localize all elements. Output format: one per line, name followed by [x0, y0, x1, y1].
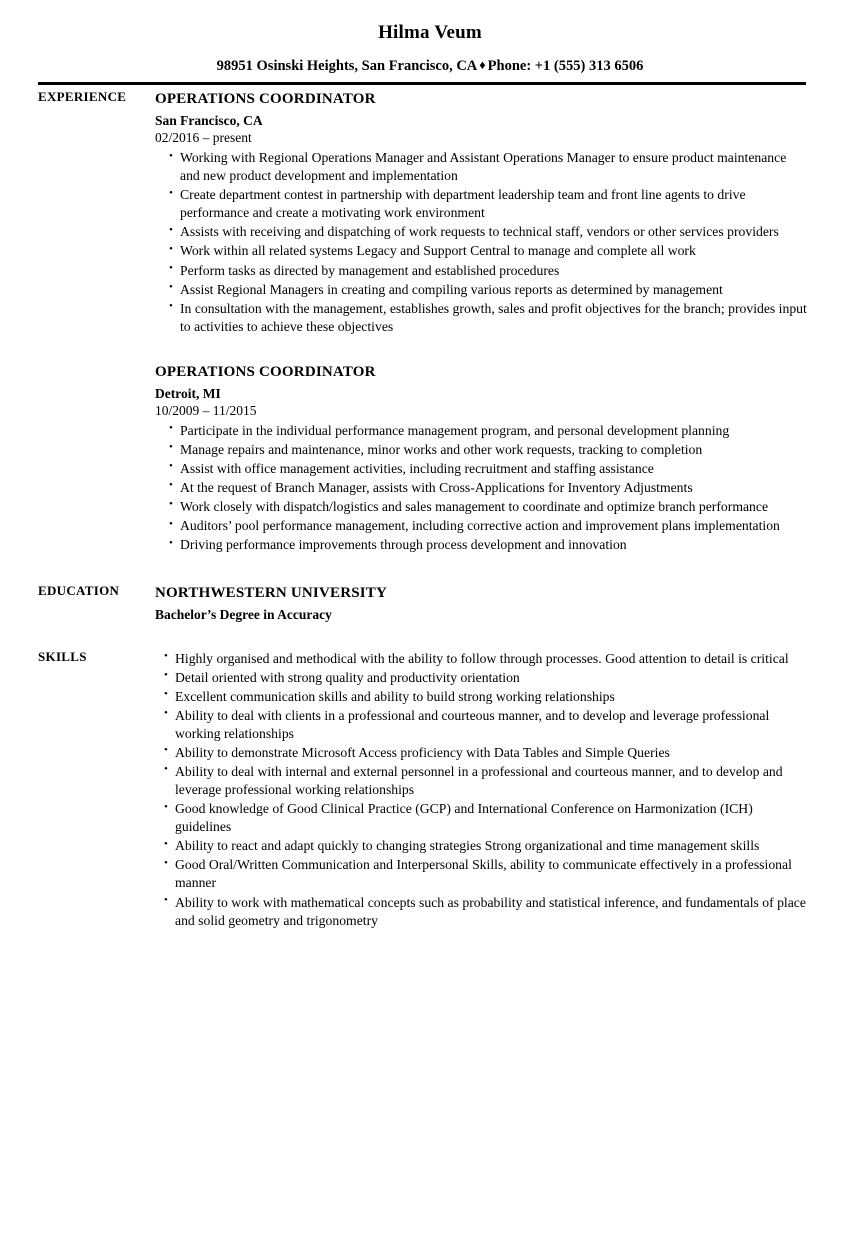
- bullet-item: • Assists with receiving and dispatching of work requests to technical staff, vendors or other services providers: [155, 223, 807, 241]
- contact-address: 98951 Osinski Heights, San Francisco, CA: [216, 57, 478, 74]
- education-body: [155, 584, 807, 623]
- skills-bullet-list: [155, 650, 807, 930]
- job-entry: [155, 363, 807, 554]
- bullet-item: • Good Oral/Written Communication and Interpersonal Skills, ability to communicate effectively in a professional manner: [155, 856, 807, 892]
- bullet-item: • In consultation with the management, establishes growth, sales and profit objectives for the branch; provides input to activities to achieve these objectives: [155, 300, 807, 336]
- job-bullet-list: [155, 422, 807, 555]
- job-bullet-list: [155, 149, 807, 336]
- section-label-education: EDUCATION: [38, 583, 120, 599]
- bullet-item: • Ability to deal with internal and external personnel in a professional and courteous manner, and to develop and leverage professional working relationships: [155, 763, 807, 799]
- bullet-item: • Detail oriented with strong quality and productivity orientation: [155, 669, 807, 687]
- bullet-item: • Work closely with dispatch/logistics and sales management to coordinate and optimize branch performance: [155, 498, 807, 516]
- header-divider: [38, 82, 806, 85]
- job-dates: 10/2009 – 11/2015: [155, 403, 257, 419]
- experience-body: [155, 90, 807, 554]
- candidate-name: Hilma Veum: [378, 22, 482, 43]
- bullet-item: • Working with Regional Operations Manager and Assistant Operations Manager to ensure product maintenance and new product development and implementation: [155, 149, 807, 185]
- bullet-item: • Good knowledge of Good Clinical Practice (GCP) and International Conference on Harmonization (ICH) guidelines: [155, 800, 807, 836]
- bullet-item: • Assist Regional Managers in creating and compiling various reports as determined by management: [155, 281, 807, 299]
- bullet-item: • At the request of Branch Manager, assists with Cross-Applications for Inventory Adjustments: [155, 479, 807, 497]
- contact-line: [0, 58, 860, 75]
- education-degree: Bachelor’s Degree in Accuracy: [155, 606, 332, 622]
- bullet-item: • Excellent communication skills and ability to build strong working relationships: [155, 688, 807, 706]
- section-label-experience: EXPERIENCE: [38, 89, 127, 105]
- bullet-item: • Highly organised and methodical with the ability to follow through processes. Good attention to detail is critical: [155, 650, 807, 668]
- skills-section: [0, 650, 860, 930]
- job-dates: 02/2016 – present: [155, 130, 252, 146]
- bullet-item: • Manage repairs and maintenance, minor works and other work requests, tracking to completion: [155, 441, 807, 459]
- bullet-item: • Ability to demonstrate Microsoft Access proficiency with Data Tables and Simple Queries: [155, 744, 807, 762]
- bullet-item: • Ability to work with mathematical concepts such as probability and statistical inference, and fundamentals of place and solid geometry and trigonometry: [155, 894, 807, 930]
- experience-section: [0, 90, 860, 554]
- bullet-item: • Driving performance improvements through process development and innovation: [155, 536, 807, 554]
- diamond-separator-icon: ♦: [479, 57, 486, 72]
- job-entry: [155, 90, 807, 336]
- bullet-item: • Ability to deal with clients in a professional and courteous manner, and to develop and leverage professional working relationships: [155, 707, 807, 743]
- contact-phone: Phone: +1 (555) 313 6506: [487, 57, 644, 74]
- section-label-skills: SKILLS: [38, 648, 87, 664]
- bullet-item: • Create department contest in partnership with department leadership team and front line agents to drive performance and create a motivating work environment: [155, 186, 807, 222]
- education-school: NORTHWESTERN UNIVERSITY: [155, 585, 388, 602]
- job-location: San Francisco, CA: [155, 112, 263, 128]
- bullet-item: • Auditors’ pool performance management, including corrective action and improvement plans implementation: [155, 517, 807, 535]
- bullet-item: • Assist with office management activities, including recruitment and staffing assistance: [155, 460, 807, 478]
- job-title: OPERATIONS COORDINATOR: [155, 363, 376, 380]
- skills-body: [155, 650, 807, 930]
- job-location: Detroit, MI: [155, 385, 221, 401]
- bullet-item: • Perform tasks as directed by management and established procedures: [155, 262, 807, 280]
- job-title: OPERATIONS COORDINATOR: [155, 91, 376, 108]
- bullet-item: • Work within all related systems Legacy and Support Central to manage and complete all work: [155, 242, 807, 260]
- education-section: [0, 584, 860, 623]
- bullet-item: • Ability to react and adapt quickly to changing strategies Strong organizational and time management skills: [155, 837, 807, 855]
- resume-header: [0, 0, 860, 75]
- bullet-item: • Participate in the individual performance management program, and personal development planning: [155, 422, 807, 440]
